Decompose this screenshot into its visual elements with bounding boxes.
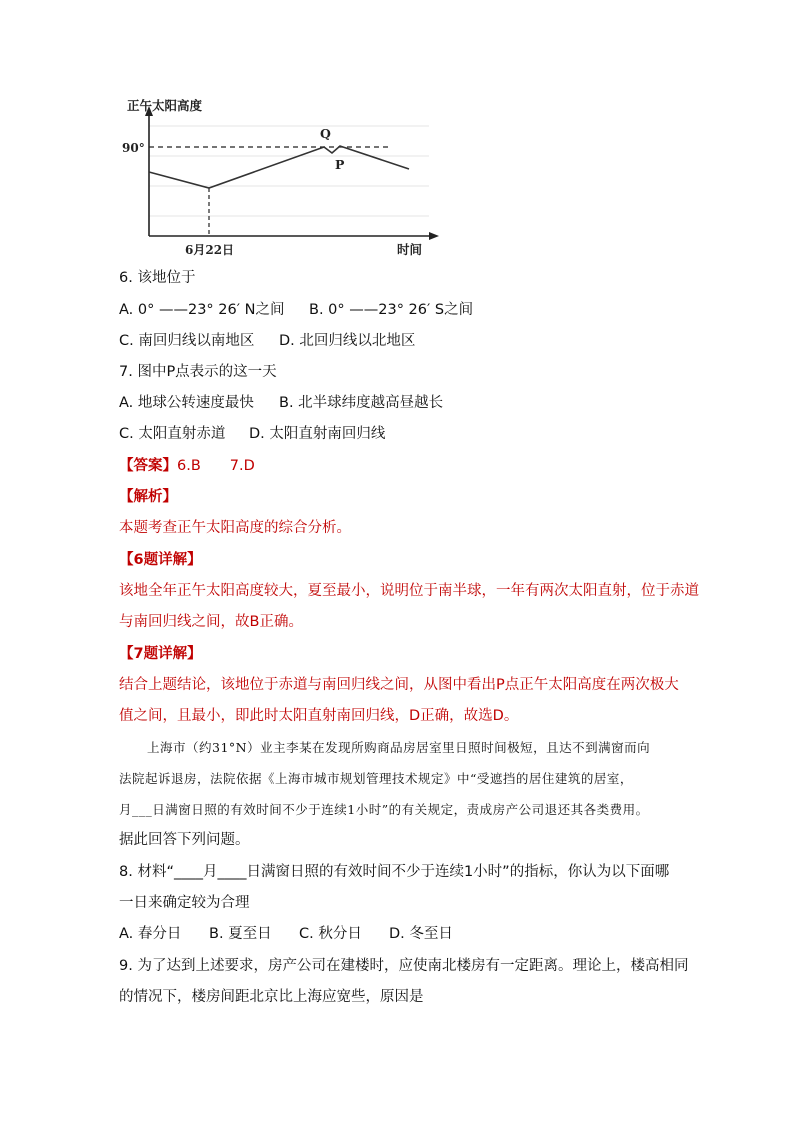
q9-line2: 的情况下，楼房间距北京比上海应宽些，原因是 [119,989,424,1005]
q6-option-d[interactable]: D. 北回归线以北地区 [279,333,416,349]
figure-grid [149,126,429,216]
detail7-tag: 【7题详解】 [119,646,202,662]
point-p-label: P [335,157,345,172]
material-line4: 据此回答下列问题。 [119,832,250,848]
material-line3: 月___日满窗日照的有效时间不少于连续1小时”的有关规定，责成房产公司退还其各类费用。 [119,802,649,817]
q6-options-row2 [119,330,415,352]
q8-line2: 一日来确定较为合理 [119,895,250,911]
q6-option-a[interactable]: A. 0° ——23° 26′ N之间 [119,302,285,318]
q8-line1: 8. 材料“____月____日满窗日照的有效时间不少于连续1小时”的指标，你认为以下面哪 [119,864,670,880]
analysis-tag: 【解析】 [119,489,177,505]
q9-line1: 9. 为了达到上述要求，房产公司在建楼时，应使南北楼房有一定距离。理论上，楼高相同 [119,958,689,974]
detail7-line2: 值之间，且最小，即此时太阳直射南回归线，D正确，故选D。 [119,708,519,724]
q8-option-b[interactable]: B. 夏至日 [209,926,272,942]
y-axis-label: 正午太阳高度 [127,98,203,113]
q7-option-a[interactable]: A. 地球公转速度最快 [119,395,254,411]
date-label: 6月22日 [185,243,235,257]
answer-line [119,455,255,477]
q8-option-a[interactable]: A. 春分日 [119,926,182,942]
q6-option-c[interactable]: C. 南回归线以南地区 [119,333,255,349]
x-axis-arrow [429,232,439,240]
point-q-label: Q [320,126,331,141]
q7-stem: 7. 图中P点表示的这一天 [119,364,277,380]
q7-option-d[interactable]: D. 太阳直射南回归线 [249,426,386,442]
detail7-line1: 结合上题结论，该地位于赤道与南回归线之间，从图中看出P点正午太阳高度在两次极大 [119,677,679,693]
q8-options-row [119,923,453,945]
detail6-line1: 该地全年正午太阳高度较大，夏至最小，说明位于南半球，一年有两次太阳直射，位于赤道 [119,583,699,599]
x-axis-label: 时间 [397,242,423,257]
answer-tag: 【答案】 [119,458,177,474]
q6-options-row1 [119,299,473,321]
detail6-tag: 【6题详解】 [119,552,202,568]
q7-option-b[interactable]: B. 北半球纬度越高昼越长 [279,395,444,411]
answer-text: 6.B 7.D [177,458,255,474]
q7-option-c[interactable]: C. 太阳直射赤道 [119,426,226,442]
altitude-curve [149,146,409,188]
q7-options-row1 [119,392,443,414]
material-line1: 上海市（约31°N）业主李某在发现所购商品房居室里日照时间极短，且达不到满窗而向 [147,740,651,755]
solar-altitude-figure [119,96,439,261]
q6-option-b[interactable]: B. 0° ——23° 26′ S之间 [309,302,474,318]
analysis-text: 本题考查正午太阳高度的综合分析。 [119,520,351,536]
detail6-line2: 与南回归线之间，故B正确。 [119,614,303,630]
q6-stem: 6. 该地位于 [119,270,196,286]
tick-90-label: 90° [122,141,145,155]
material-line2: 法院起诉退房，法院依据《上海市城市规划管理技术规定》中“受遮挡的居住建筑的居室， [119,771,633,786]
q7-options-row2 [119,423,385,445]
q8-option-c[interactable]: C. 秋分日 [299,926,362,942]
q8-option-d[interactable]: D. 冬至日 [389,926,453,942]
